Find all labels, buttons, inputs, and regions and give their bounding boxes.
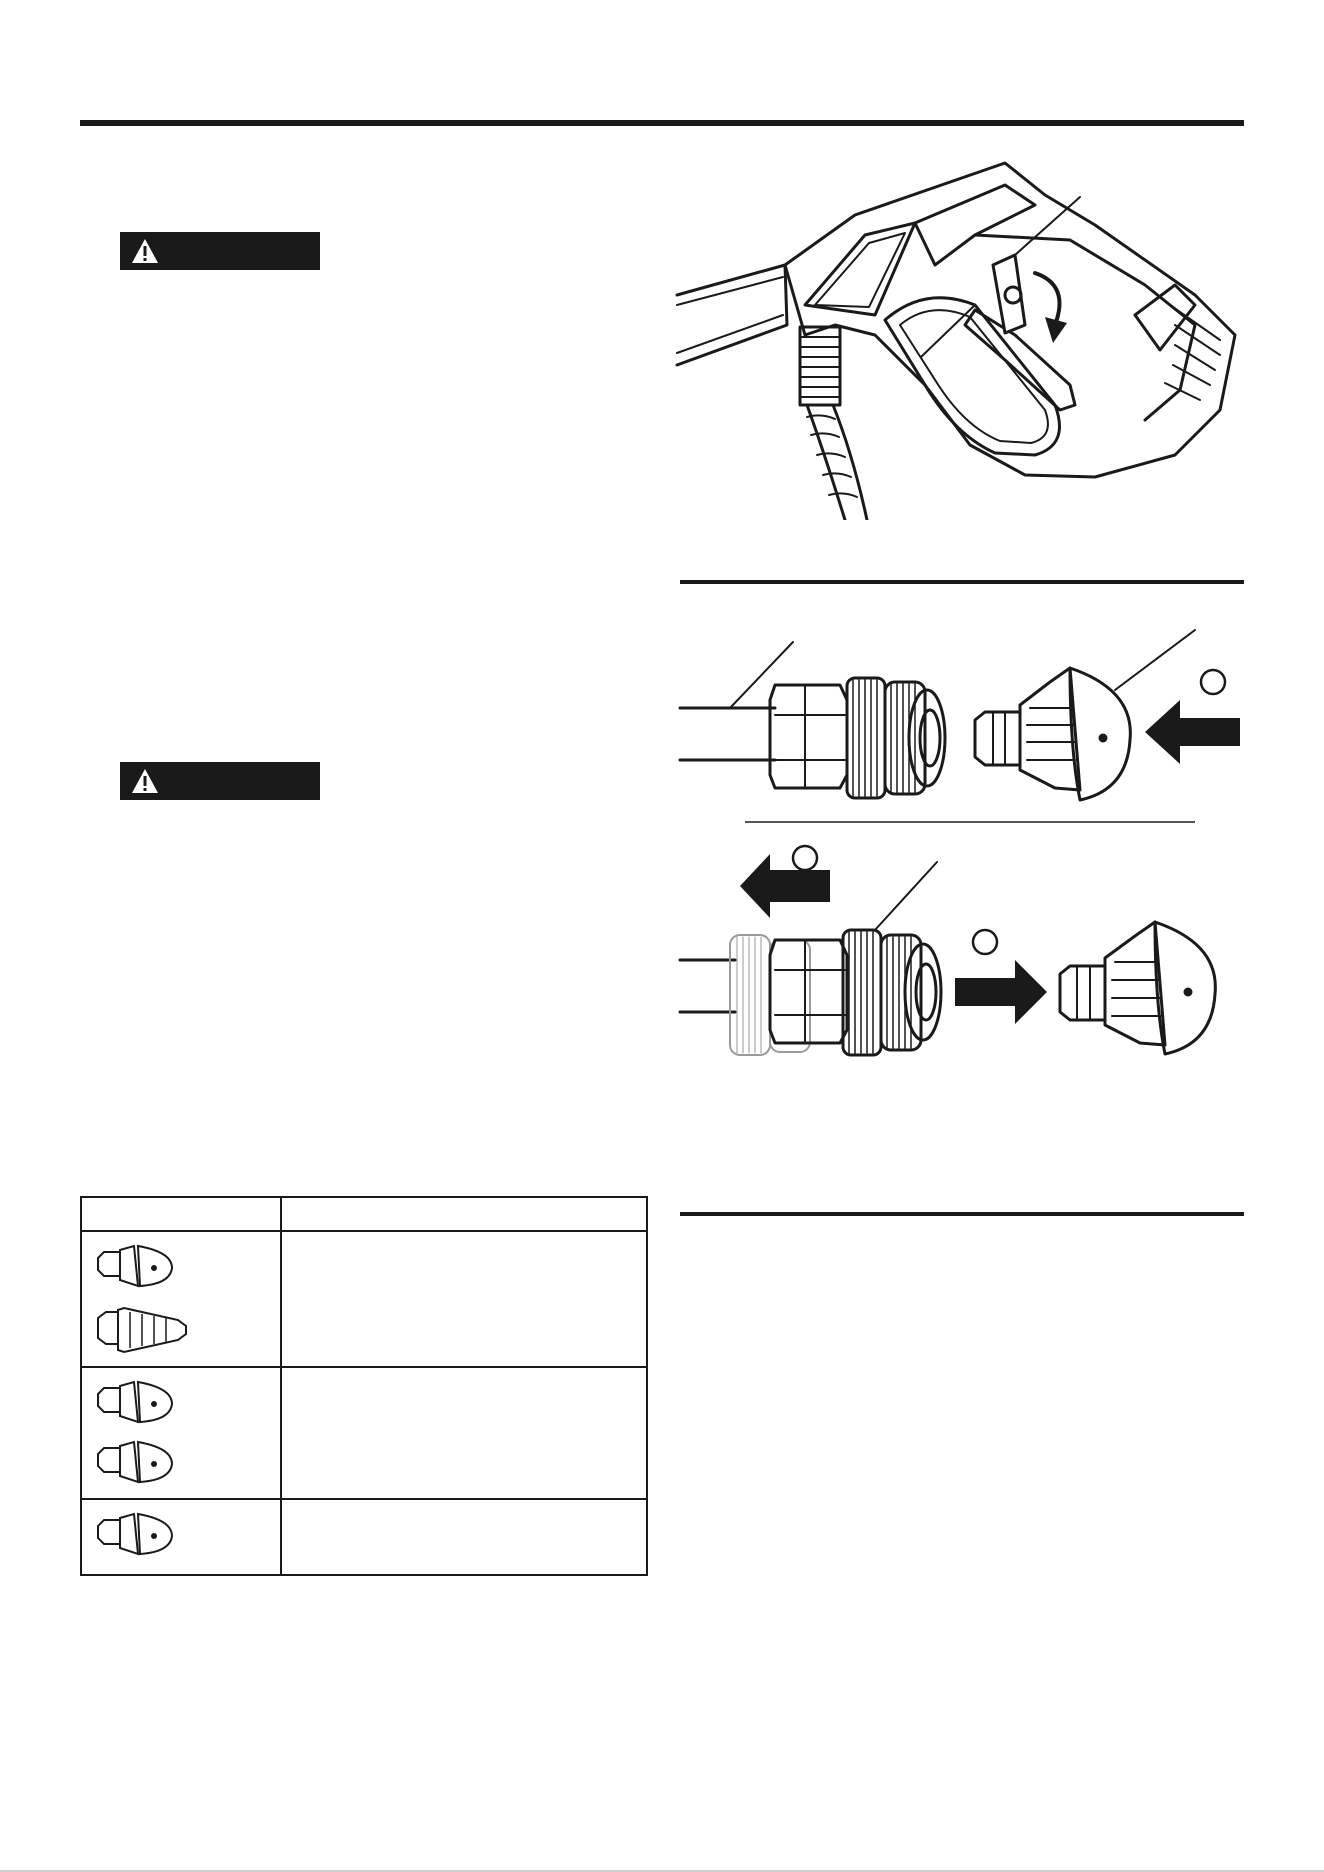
- nozzle-install-illustration: [675, 620, 1255, 810]
- nozzle-selection-table: [80, 1196, 648, 1576]
- section-rule: [680, 580, 1244, 584]
- nozzle-remove-illustration: [675, 840, 1255, 1080]
- table-cell: [281, 1499, 647, 1575]
- spray-gun-trigger-lock-illustration: [675, 155, 1255, 520]
- table-header-cell: [281, 1197, 647, 1231]
- quick-connect-tip-icon: [94, 1510, 194, 1558]
- table-header-cell: [81, 1197, 281, 1231]
- table-cell: [281, 1231, 647, 1367]
- warning-banner: [120, 762, 320, 800]
- table-row: [81, 1231, 647, 1367]
- header-rule: [80, 120, 1244, 126]
- quick-connect-tip-icon: [94, 1378, 194, 1426]
- section-rule: [680, 1212, 1244, 1216]
- quick-connect-tip-icon: [94, 1438, 194, 1486]
- table-row: [81, 1367, 647, 1499]
- warning-triangle-icon: [130, 767, 160, 795]
- warning-banner: [120, 232, 320, 270]
- figure-divider: [745, 821, 1195, 823]
- quick-connect-tip-icon: [94, 1242, 194, 1290]
- table-header-row: [81, 1197, 647, 1231]
- warning-triangle-icon: [130, 237, 160, 265]
- turbo-nozzle-icon: [94, 1304, 194, 1356]
- table-cell: [281, 1367, 647, 1499]
- table-row: [81, 1499, 647, 1575]
